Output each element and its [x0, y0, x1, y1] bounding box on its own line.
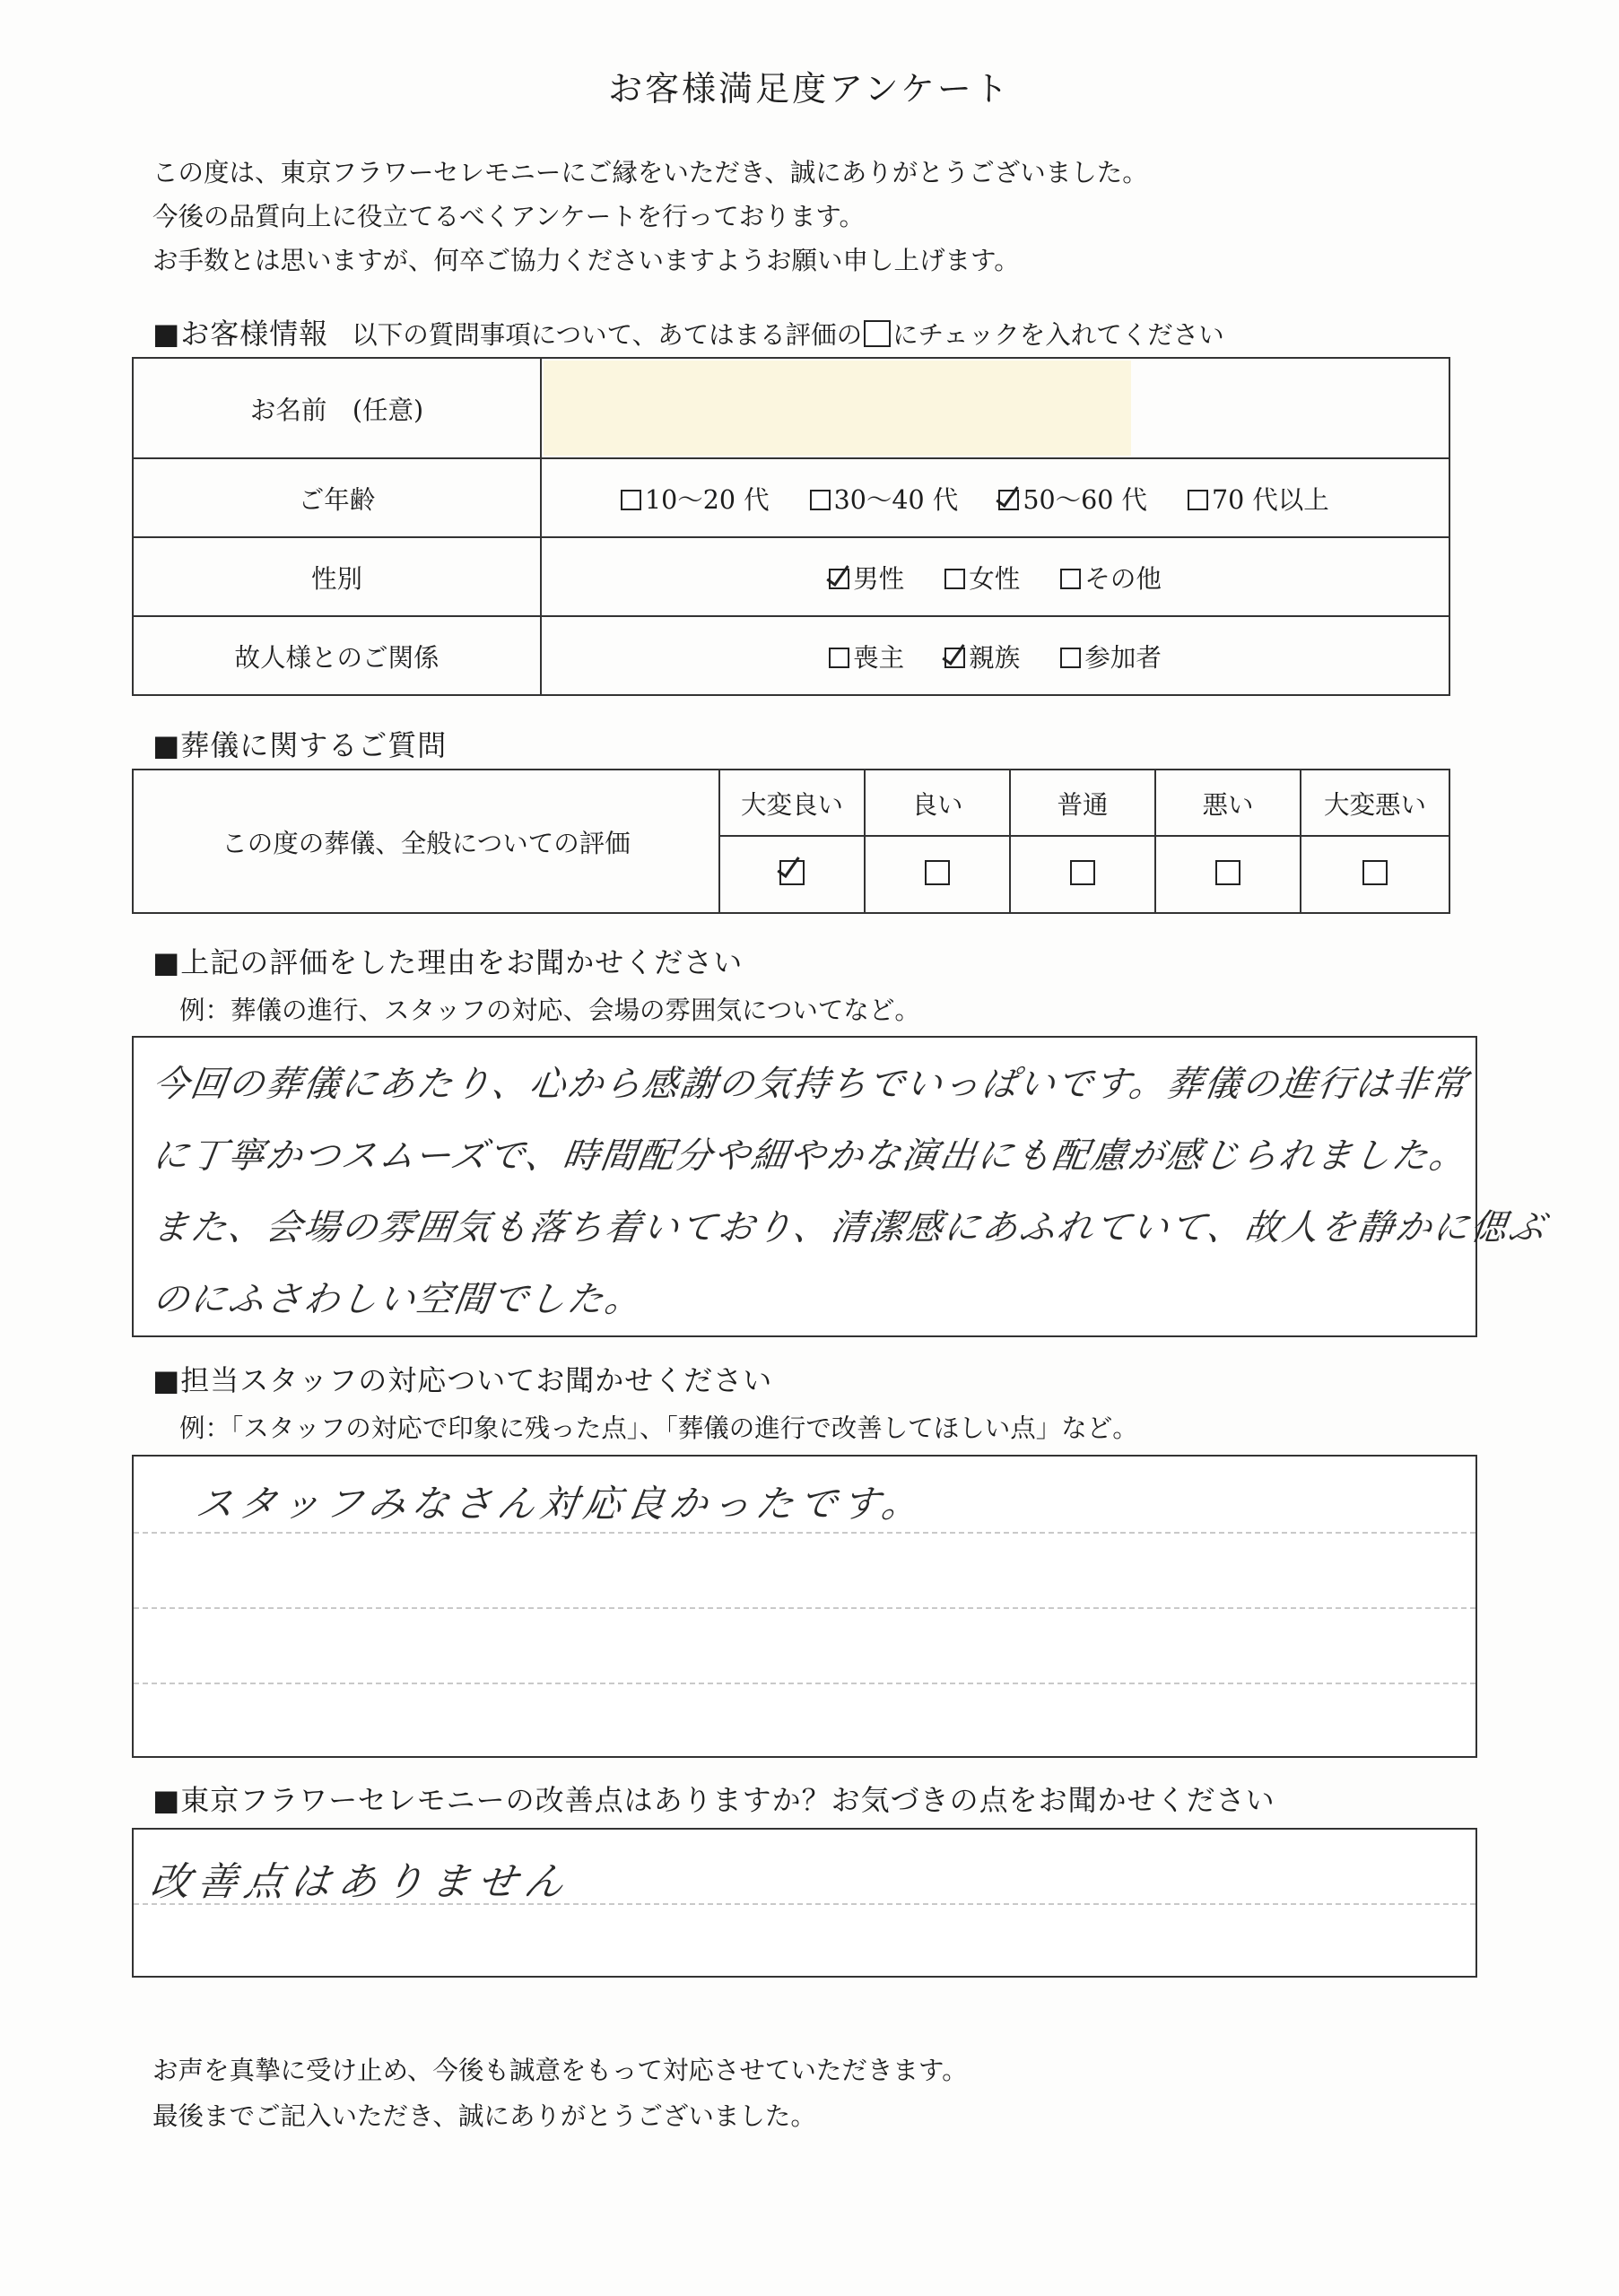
funeral-question-heading: ■葬儀に関するご質問: [152, 728, 448, 762]
handwritten-answer: スタッフみなさん対応良かったです。: [193, 1482, 928, 1526]
age-label: ご年齢: [133, 458, 541, 537]
survey-title: お客様満足度アンケート: [608, 69, 1011, 109]
ruled-line: [134, 1532, 1475, 1534]
rating-cell-average: [1010, 836, 1155, 913]
rating-header-very-bad: 大変悪い: [1301, 770, 1449, 836]
checked-checkbox-icon[interactable]: [944, 648, 965, 668]
gender-options: [541, 537, 1449, 616]
relation-option-attendee[interactable]: 参加者: [1060, 643, 1162, 673]
gender-option-male[interactable]: 男性: [829, 564, 904, 594]
improvement-answer-box[interactable]: [132, 1828, 1477, 1978]
checked-checkbox-icon[interactable]: [779, 860, 805, 885]
staff-heading: ■担当スタッフの対応ついてお聞かせください: [152, 1363, 773, 1397]
sample-checkbox-icon: [864, 320, 891, 347]
rating-header-bad: 悪い: [1155, 770, 1301, 836]
rating-header-average: 普通: [1010, 770, 1155, 836]
rating-cell-good: [865, 836, 1010, 913]
name-label: お名前 (任意): [133, 358, 541, 458]
relation-label: 故人様とのご関係: [133, 616, 541, 695]
overall-rating-label: この度の葬儀、全般についての評価: [133, 770, 719, 913]
checked-checkbox-icon[interactable]: [829, 569, 849, 589]
checked-checkbox-icon[interactable]: [998, 490, 1019, 510]
ruled-line: [134, 1607, 1475, 1609]
instruction-text: にチェックを入れてください: [892, 320, 1224, 350]
handwritten-answer: 改善点はありません: [147, 1859, 574, 1905]
rating-cell-very-good: [719, 836, 865, 913]
rating-cell-bad: [1155, 836, 1301, 913]
gender-option-other[interactable]: その他: [1060, 564, 1162, 594]
checkbox-icon[interactable]: [1215, 860, 1240, 885]
intro-line: お手数とは思いますが、何卒ご協力くださいますようお願い申し上げます。: [152, 246, 1020, 275]
instruction-text: 以下の質問事項について、あてはまる評価の: [352, 320, 863, 350]
reason-heading: ■上記の評価をした理由をお聞かせください: [152, 945, 744, 979]
name-field[interactable]: [541, 358, 1449, 458]
age-option-70-plus[interactable]: 70 代以上: [1188, 485, 1329, 515]
intro-line: 今後の品質向上に役立てるべくアンケートを行っております。: [152, 202, 866, 231]
rating-header-good: 良い: [865, 770, 1010, 836]
staff-answer-box[interactable]: [132, 1455, 1477, 1758]
ruled-line: [134, 1683, 1475, 1684]
rating-cell-very-bad: [1301, 836, 1449, 913]
age-option-30-40[interactable]: 30～40 代: [810, 485, 959, 515]
customer-info-heading: ■お客様情報 以下の質問事項について、あてはまる評価の にチェックを入れてください: [152, 317, 1224, 351]
relation-option-chief-mourner[interactable]: 喪主: [829, 643, 904, 673]
footer-text: [152, 2048, 968, 2139]
relation-option-relative[interactable]: 親族: [944, 643, 1020, 673]
age-option-10-20[interactable]: 10～20 代: [621, 485, 770, 515]
customer-info-table: [132, 357, 1450, 696]
reason-example: 例：葬儀の進行、スタッフの対応、会場の雰囲気についてなど。: [179, 996, 920, 1025]
checkbox-icon[interactable]: [1188, 490, 1208, 510]
checkbox-icon[interactable]: [944, 569, 965, 589]
footer-line: 最後までご記入いただき、誠にありがとうございました。: [152, 2101, 816, 2131]
handwritten-line: のにふさわしい空間でした。: [150, 1279, 646, 1320]
intro-line: この度は、東京フラワーセレモニーにご縁をいただき、誠にありがとうございました。: [152, 158, 1148, 187]
checkbox-icon[interactable]: [1362, 860, 1388, 885]
handwritten-line: また、会場の雰囲気も落ち着いており、清潔感にあふれていて、故人を静かに偲ぶ: [150, 1207, 1549, 1248]
handwritten-line: 今回の葬儀にあたり、心から感謝の気持ちでいっぱいです。葬儀の進行は非常: [150, 1064, 1472, 1105]
improvement-heading: ■東京フラワーセレモニーの改善点はありますか？お気づきの点をお聞かせください: [152, 1783, 1275, 1817]
checkbox-icon[interactable]: [1070, 860, 1095, 885]
checkbox-icon[interactable]: [829, 648, 849, 668]
checkbox-icon[interactable]: [621, 490, 641, 510]
checkbox-icon[interactable]: [810, 490, 831, 510]
handwritten-line: に丁寧かつスムーズで、時間配分や細やかな演出にも配慮が感じられました。: [150, 1135, 1470, 1177]
gender-label: 性別: [133, 537, 541, 616]
name-redaction: [544, 361, 1131, 456]
age-options: [541, 458, 1449, 537]
checkbox-icon[interactable]: [1060, 648, 1081, 668]
intro-text: [152, 151, 1148, 283]
rating-table: [132, 769, 1450, 914]
checkbox-icon[interactable]: [925, 860, 950, 885]
footer-line: お声を真摯に受け止め、今後も誠意をもって対応させていただきます。: [152, 2056, 968, 2085]
staff-example: 例：「スタッフの対応で印象に残った点」、「葬儀の進行で改善してほしい点」など。: [179, 1413, 1138, 1443]
gender-option-female[interactable]: 女性: [944, 564, 1020, 594]
checkbox-icon[interactable]: [1060, 569, 1081, 589]
rating-header-very-good: 大変良い: [719, 770, 865, 836]
age-option-50-60[interactable]: 50～60 代: [998, 485, 1147, 515]
reason-answer-box[interactable]: [132, 1036, 1549, 1337]
relation-options: [541, 616, 1449, 695]
